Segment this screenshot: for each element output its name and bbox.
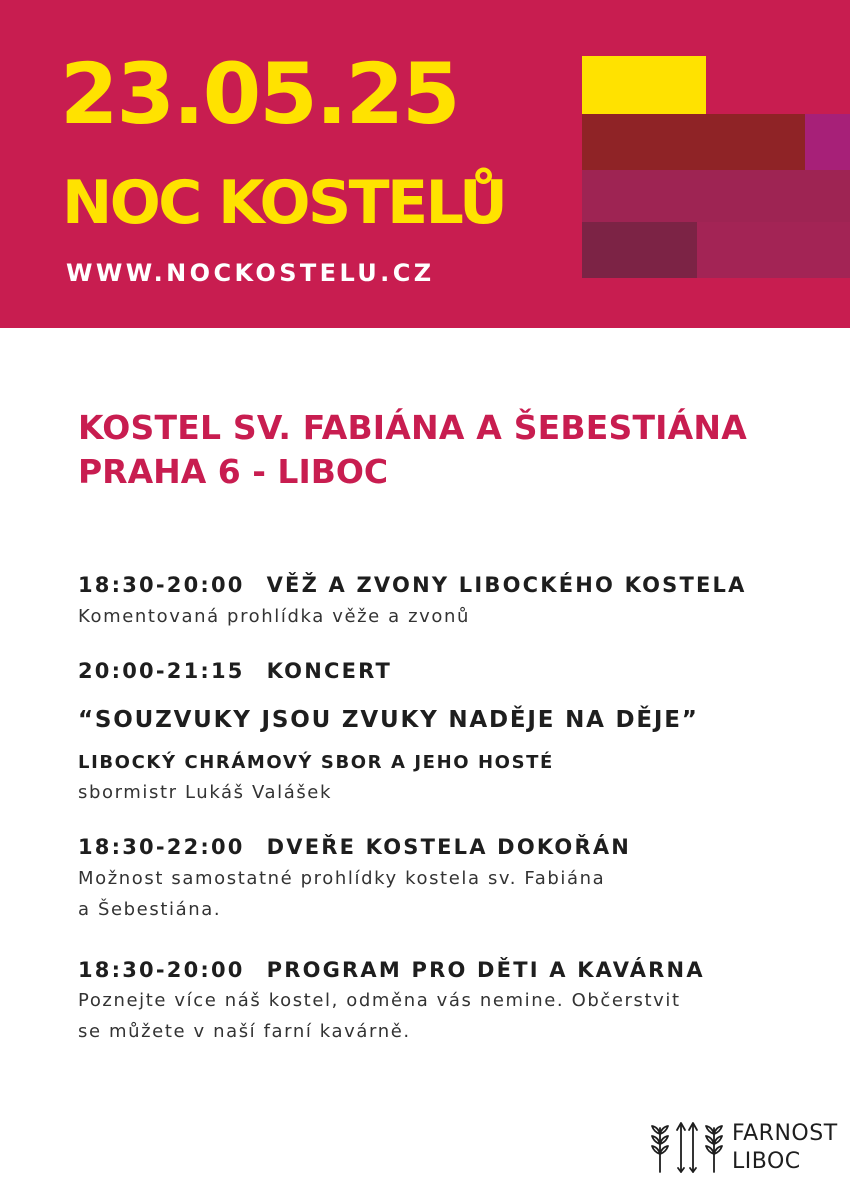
program-item-2-title: KONCERT [266,659,393,683]
decor-block-brown [582,114,805,170]
parish-logo [648,1118,838,1178]
decor-block-yellow [582,56,706,114]
program-item-3-description-line-2: a Šebestiána. [78,899,222,920]
program-item-1-description: Komentovaná prohlídka věže a zvonů [78,606,471,627]
program-item-2-time: 20:00-21:15 [78,659,245,683]
wheat-arrows-logo-icon [648,1120,728,1176]
concert-name: “SOUZVUKY JSOU ZVUKY NADĚJE NA DĚJE” [78,707,699,733]
logo-text-farnost: FARNOST [732,1121,838,1146]
program-item-3-heading [78,832,631,862]
church-location: PRAHA 6 - LIBOC [78,452,389,491]
program-item-4-title: PROGRAM PRO DĚTI A KAVÁRNA [266,958,705,982]
concert-performer: LIBOCKÝ CHRÁMOVÝ SBOR A JEHO HOSTÉ [78,752,554,773]
program-item-1-title: VĚŽ A ZVONY LIBOCKÉHO KOSTELA [266,573,747,597]
program-item-4-description-line-2: se můžete v naší farní kavárně. [78,1021,411,1042]
program-item-4-time: 18:30-20:00 [78,958,245,982]
event-banner [0,0,850,328]
decor-block-rose [582,170,850,222]
event-date: 23.05.25 [60,45,459,143]
church-name: KOSTEL SV. FABIÁNA A ŠEBESTIÁNA [78,408,747,447]
program-item-4-description-line-1: Poznejte více náš kostel, odměna vás nemine. Občerstvit [78,990,681,1011]
program-item-3-time: 18:30-22:00 [78,835,245,859]
program-item-2-description: sbormistr Lukáš Valášek [78,782,333,803]
program-item-3-description-line-1: Možnost samostatné prohlídky kostela sv. Fabiána [78,868,606,889]
decor-block-plum [582,222,697,278]
program-item-1-heading [78,570,747,600]
decor-block-magenta [805,114,850,170]
event-title: NOC KOSTELŮ [62,168,506,238]
logo-text-liboc: LIBOC [732,1149,801,1174]
program-item-3-title: DVEŘE KOSTELA DOKOŘÁN [266,835,632,859]
event-website: WWW.NOCKOSTELU.CZ [66,259,435,287]
program-item-1-time: 18:30-20:00 [78,573,245,597]
decor-block-crimson [697,222,850,278]
program-item-2-heading [78,656,392,686]
program-item-4-heading [78,955,705,985]
